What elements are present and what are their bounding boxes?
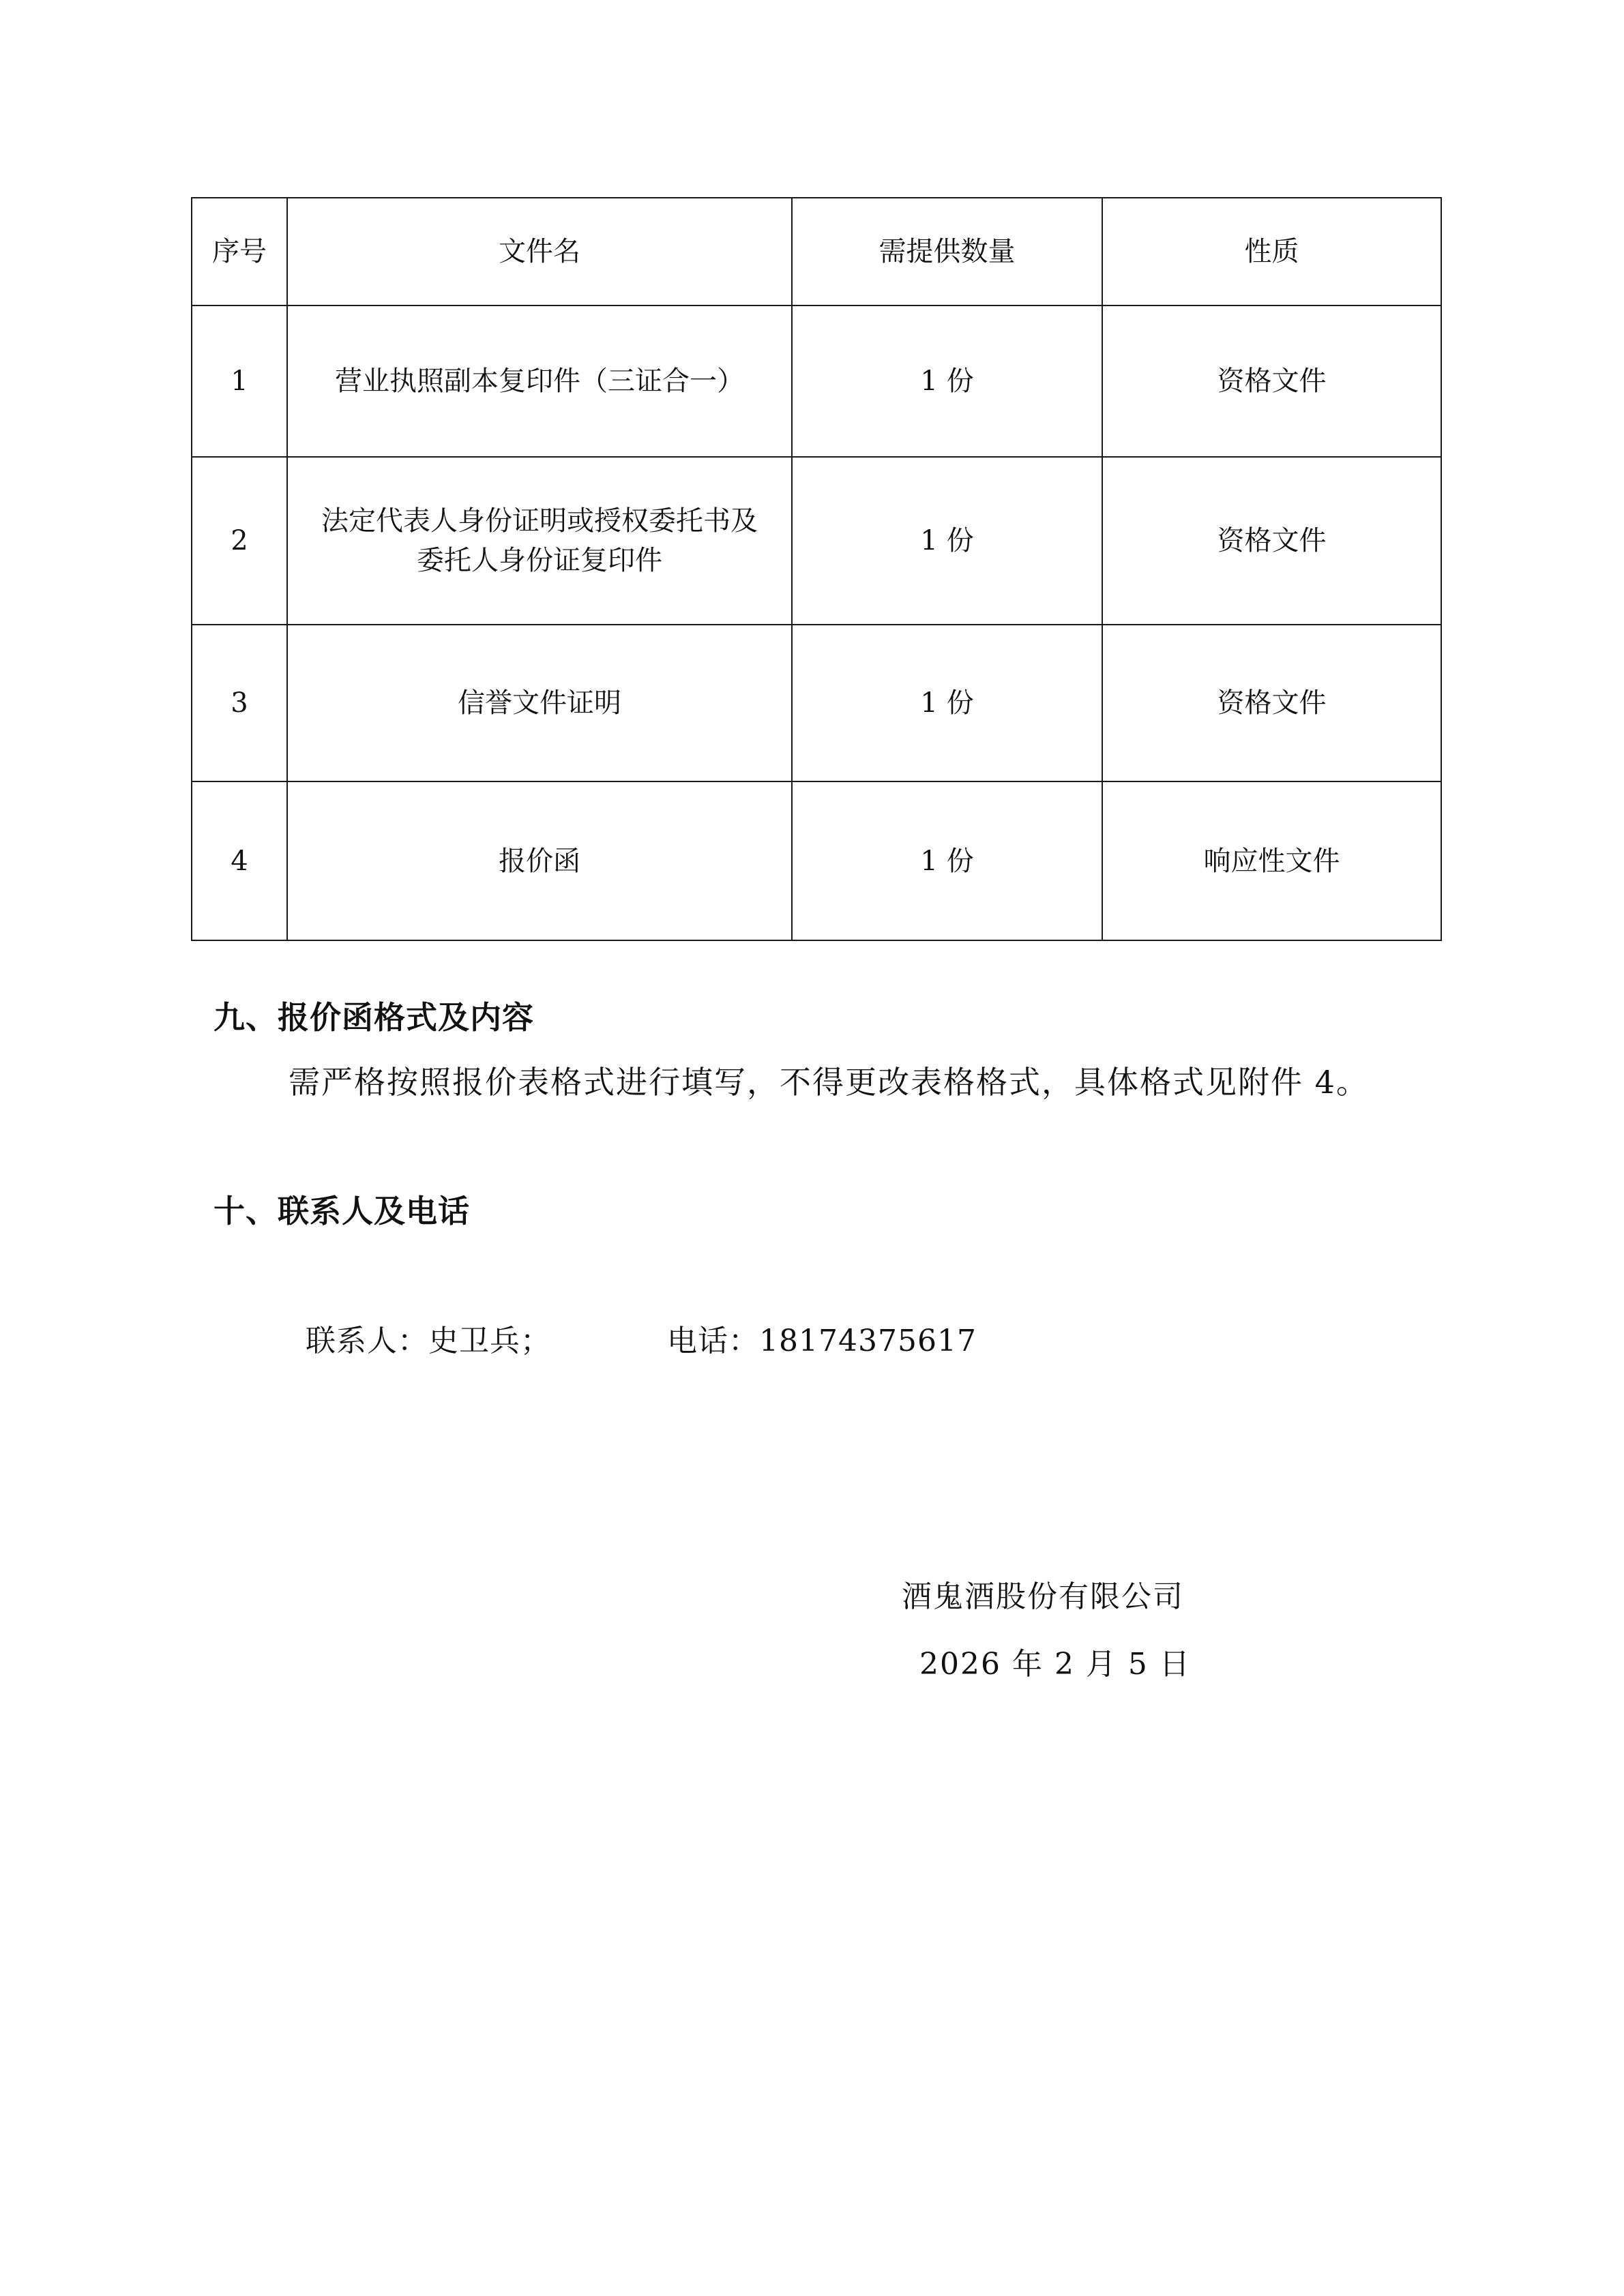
table-row (192, 457, 1441, 625)
table-header-row (192, 198, 1441, 305)
cell-quantity: 1 份 (792, 781, 1102, 940)
cell-serial-no: 2 (192, 457, 287, 625)
table-row (192, 305, 1441, 457)
cell-serial-no: 1 (192, 305, 287, 457)
contact-person (306, 1321, 551, 1362)
cell-file-name: 营业执照副本复印件（三证合一） (287, 305, 792, 457)
cell-file-name: 报价函 (287, 781, 792, 940)
cell-file-name (287, 457, 792, 625)
section-9-body: 需严格按照报价表格式进行填写，不得更改表格格式，具体格式见附件 4。 (289, 1064, 1369, 1101)
cell-serial-no: 4 (192, 781, 287, 940)
cell-quantity: 1 份 (792, 457, 1102, 625)
cell-file-name-line2: 委托人身份证复印件 (417, 545, 662, 576)
section-10-heading: 十、联系人及电话 (213, 1193, 470, 1229)
contact-label: 联系人： (306, 1324, 428, 1358)
cell-nature: 响应性文件 (1102, 781, 1441, 940)
company-name: 酒鬼酒股份有限公司 (902, 1579, 1184, 1614)
cell-quantity: 1 份 (792, 305, 1102, 457)
cell-file-name-line1: 法定代表人身份证明或授权委托书及 (321, 505, 758, 537)
cell-nature: 资格文件 (1102, 625, 1441, 781)
cell-nature: 资格文件 (1102, 457, 1441, 625)
table-row (192, 625, 1441, 781)
section-9-heading: 九、报价函格式及内容 (213, 999, 534, 1036)
required-documents-table (191, 197, 1442, 941)
cell-nature: 资格文件 (1102, 305, 1441, 457)
signature-date: 2026 年 2 月 5 日 (919, 1647, 1191, 1682)
phone-number: 18174375617 (759, 1324, 977, 1358)
contact-name: 史卫兵； (428, 1324, 551, 1358)
table-row (192, 781, 1441, 940)
cell-file-name: 信誉文件证明 (287, 625, 792, 781)
header-serial-no: 序号 (192, 198, 287, 305)
header-nature: 性质 (1102, 198, 1441, 305)
phone-label: 电话： (667, 1324, 759, 1358)
contact-phone (667, 1321, 977, 1362)
header-quantity: 需提供数量 (792, 198, 1102, 305)
cell-quantity: 1 份 (792, 625, 1102, 781)
header-file-name: 文件名 (287, 198, 792, 305)
cell-serial-no: 3 (192, 625, 287, 781)
